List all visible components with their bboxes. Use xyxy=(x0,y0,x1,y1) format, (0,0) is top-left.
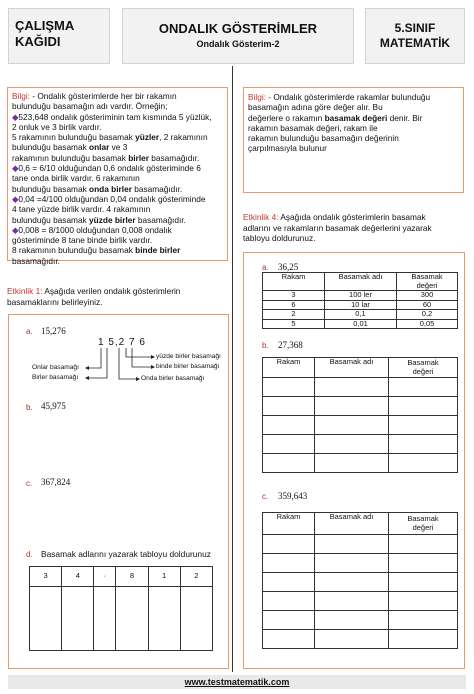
digit-breakdown: 1 5,2 7 6 xyxy=(98,337,146,348)
answer-cell[interactable] xyxy=(315,592,389,611)
column-header: Rakam xyxy=(263,513,315,535)
answer-cell[interactable] xyxy=(389,554,458,573)
answer-cell[interactable] xyxy=(263,416,315,435)
table-cell: 1 xyxy=(148,567,180,587)
answer-cell[interactable] xyxy=(389,454,458,473)
question-b-value: 27,368 xyxy=(278,340,303,350)
answer-cell[interactable] xyxy=(389,592,458,611)
diamond-bullet-icon: ◆ xyxy=(12,111,19,122)
answer-cell[interactable] xyxy=(263,397,315,416)
page-subtitle: Ondalık Gösterim-2 xyxy=(196,39,280,49)
info-label: Bilgi: xyxy=(12,91,30,101)
answer-cell[interactable] xyxy=(148,587,180,651)
answer-cell[interactable] xyxy=(315,378,389,397)
answer-cell[interactable] xyxy=(315,611,389,630)
question-c-label: c. xyxy=(26,479,33,488)
answer-cell[interactable] xyxy=(315,573,389,592)
table-cell: · xyxy=(94,567,116,587)
question-b-value: 45,975 xyxy=(41,401,66,411)
column-divider xyxy=(232,66,233,672)
table-cell: 3 xyxy=(30,567,62,587)
question-a-value: 36,25 xyxy=(278,262,299,272)
answer-cell[interactable] xyxy=(263,630,315,649)
worksheet-label: ÇALIŞMA xyxy=(15,18,75,33)
column-header: Basamak değeri xyxy=(389,513,458,535)
label-birler: Birler basamağı xyxy=(32,374,79,381)
column-header: Basamak adı xyxy=(325,273,397,291)
header-title-box xyxy=(122,8,354,64)
answer-cell[interactable] xyxy=(389,378,458,397)
answer-cell[interactable] xyxy=(389,573,458,592)
answer-cell[interactable] xyxy=(263,535,315,554)
question-a-label: a. xyxy=(262,263,269,272)
label-yuzde: yüzde birler basamağı xyxy=(156,353,221,360)
question-d-text: Basamak adlarını yazarak tabloyu doldurunuz xyxy=(41,549,211,559)
activity-label: Etkinlik 4: xyxy=(243,212,279,222)
answer-cell[interactable] xyxy=(263,554,315,573)
answer-cell[interactable] xyxy=(389,611,458,630)
worksheet-label-2: KAĞIDI xyxy=(15,34,61,49)
question-d-table xyxy=(29,566,213,651)
column-header: Rakam xyxy=(263,273,325,291)
column-header: Basamak adı xyxy=(315,358,389,378)
right-info-box: Bilgi: - Ondalık gösterimlerde rakamlar bulunduğu basamağın adına göre değer alır. Bu değerlere o rakamın basamak değeri denir. Bir rakamın basamak değeri, rakam ile rakamın bulunduğu basamağın değerinin çarpılmasıyla bulunur xyxy=(243,87,464,193)
answer-cell[interactable] xyxy=(315,416,389,435)
answer-cell[interactable] xyxy=(315,535,389,554)
subject-label: MATEMATİK xyxy=(379,36,451,50)
diamond-bullet-icon: ◆ xyxy=(12,224,19,235)
place-value-table-a: Rakam Basamak adı Basamak değeri 3 100 ler 300 6 10 lar 60 2 0,1 0,2 5 0,01 0,05 xyxy=(262,272,458,329)
header-right-box xyxy=(365,8,465,64)
answer-cell[interactable] xyxy=(263,435,315,454)
answer-cell[interactable] xyxy=(389,397,458,416)
answer-cell[interactable] xyxy=(62,587,94,651)
footer-link[interactable]: www.testmatematik.com xyxy=(8,675,466,689)
answer-cell[interactable] xyxy=(315,454,389,473)
page-title: ONDALIK GÖSTERİMLER xyxy=(158,21,318,36)
question-a-label: a. xyxy=(26,327,33,336)
left-info-box: Bilgi: - Ondalık gösterimlerde her bir rakamın bulunduğu basamağın adı vardır. Örneğin; ◆523,648 ondalık gösteriminin tam kısmında 5 yüzlük, 2 onluk ve 3 birlik vardır. 5 rakamının bulunduğu basamak yüzler, 2 rakamının bulunduğu basamak onlar ve 3 rakamının bulunduğu basamak birler basamağıdır. ◆0,6 = 6/10 olduğundan 0,6 ondalık gösteriminde 6 tane onda birlik vardır. 6 rakamının bulunduğu basamak onda birler basamağıdır. ◆0,04 =4/100 olduğundan 0,04 ondalık gösteriminde 4 tane yüzde birlik vardır. 4 rakamının bulunduğu basamak yüzde birler basamağıdır. ◆0,008 = 8/1000 olduğundan 0,008 ondalık gösteriminde 8 tane binde birlik vardır. 8 rakamının bulunduğu basamak binde birler basamağıdır. xyxy=(7,87,228,261)
diamond-bullet-icon: ◆ xyxy=(12,163,19,174)
label-binde: binde birler basamağı xyxy=(156,363,220,370)
info-label: Bilgi: xyxy=(248,92,266,102)
column-header: Rakam xyxy=(263,358,315,378)
answer-cell[interactable] xyxy=(263,454,315,473)
column-header: Basamak değeri xyxy=(389,358,458,378)
place-value-table-b xyxy=(262,357,458,473)
question-b-label: b. xyxy=(262,341,269,350)
table-cell: 4 xyxy=(62,567,94,587)
answer-cell[interactable] xyxy=(389,630,458,649)
table-cell: 8 xyxy=(116,567,148,587)
answer-cell[interactable] xyxy=(263,592,315,611)
column-header: Basamak adı xyxy=(315,513,389,535)
answer-cell[interactable] xyxy=(315,554,389,573)
answer-cell[interactable] xyxy=(263,573,315,592)
question-b-label: b. xyxy=(26,403,33,412)
label-onlar: Onlar basamağı xyxy=(32,364,79,371)
question-c-label: c. xyxy=(262,492,269,501)
activity-label: Etkinlik 1: xyxy=(7,286,43,296)
question-c-value: 367,824 xyxy=(41,477,71,487)
answer-cell[interactable] xyxy=(180,587,212,651)
answer-cell[interactable] xyxy=(315,435,389,454)
answer-cell[interactable] xyxy=(263,611,315,630)
column-header: Basamak değeri xyxy=(397,273,458,291)
answer-cell[interactable] xyxy=(315,397,389,416)
label-onda: Onda birler basamağı xyxy=(141,375,205,382)
table-cell: 2 xyxy=(180,567,212,587)
grade-label: 5.SINIF xyxy=(394,21,436,35)
answer-cell[interactable] xyxy=(389,435,458,454)
answer-cell[interactable] xyxy=(389,416,458,435)
answer-cell[interactable] xyxy=(263,378,315,397)
question-a-value: 15,276 xyxy=(41,326,66,336)
answer-cell[interactable] xyxy=(315,630,389,649)
activity-4-instructions: Etkinlik 4: Aşağıda ondalık gösterimlerin basamak adlarını ve rakamların basamak değerlerini yazarak tabloyu doldurunuz. xyxy=(243,212,432,243)
answer-cell[interactable] xyxy=(389,535,458,554)
answer-cell[interactable] xyxy=(94,587,116,651)
header-left-box xyxy=(8,8,110,64)
diamond-bullet-icon: ◆ xyxy=(12,193,19,204)
question-d-label: d. xyxy=(26,550,33,559)
place-value-table-c xyxy=(262,512,458,649)
answer-cell[interactable] xyxy=(30,587,62,651)
question-c-value: 359,643 xyxy=(278,491,308,501)
activity-1-instructions: Etkinlik 1: Aşağıda verilen ondalık gösterimlerin basamaklarını belirleyiniz. xyxy=(7,286,181,307)
answer-cell[interactable] xyxy=(116,587,148,651)
